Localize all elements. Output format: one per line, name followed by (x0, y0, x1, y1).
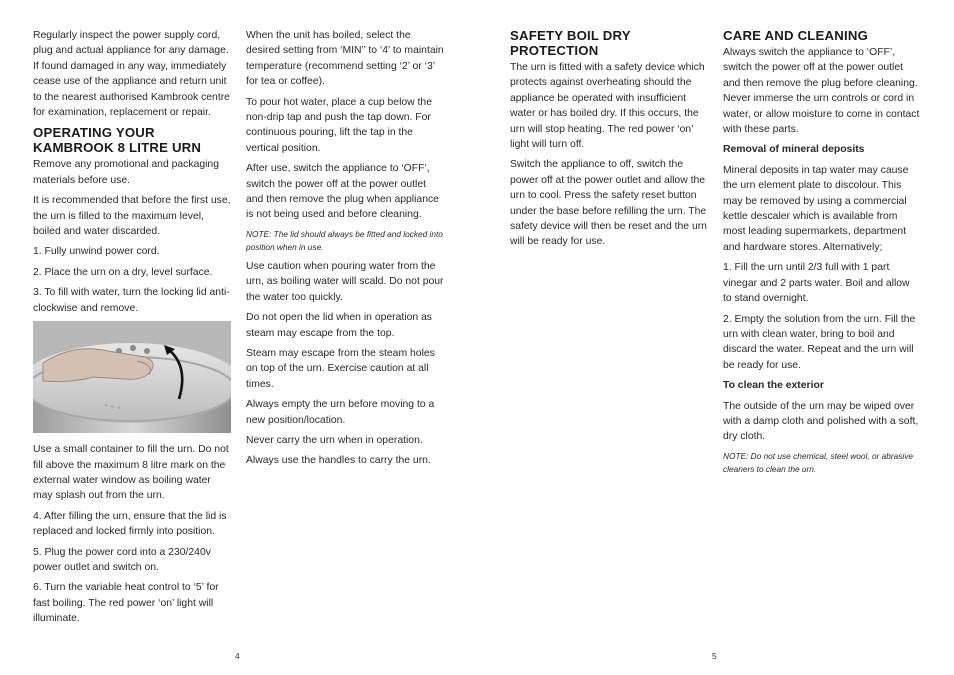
caution-pour-text: Use caution when pouring water from the urn, as boiling water will scald. Do not pour the water too quickly. (246, 260, 444, 303)
intro-paragraph: Regularly inspect the power supply cord, plug and actual appliance for any damage. If found damaged in any way, immediately cease use of the appliance and return unit to the nearest authorised Kambrook centre for examination, replacement or repair. (33, 30, 230, 119)
svg-text:⚬ ⚬ ⚬: ⚬ ⚬ ⚬ (102, 403, 122, 413)
left-page-column-2 (246, 28, 444, 474)
hand-turning-urn-lid-photo (33, 321, 231, 433)
safety-paragraph-2: Switch the appliance to off, switch the power off at the power outlet and allow the urn to cool. Press the safety reset button under the base before refilling the urn. The safety device will then be reset and the urn will be ready for use. (510, 159, 707, 248)
care-heading: CARE AND CLEANING (723, 28, 869, 43)
operating-heading: OPERATING YOUR KAMBROOK 8 LITRE URN (33, 125, 202, 156)
never-carry-text: Never carry the urn when in operation. (246, 434, 423, 446)
safety-paragraph-1: The urn is fitted with a safety device which protects against overheating should the appliance be operated with insufficient water or has boiled dry. If this occurs, the urn will stop heating. The red power ‘on’ light will turn off. (510, 62, 705, 151)
fill-note-text: Use a small container to fill the urn. Do not fill above the maximum 8 litre mark on the external water window as boiling water may splash out from the urn. (33, 444, 229, 502)
exterior-heading: To clean the exterior (723, 380, 824, 392)
lid-note: NOTE: The lid should always be fitted and locked into position when in use. (246, 228, 443, 252)
safety-heading: SAFETY BOIL DRY PROTECTION (510, 28, 631, 58)
mineral-deposits-paragraph: Mineral deposits in tap water may cause the urn element plate to discolour. This may be removed by using a commercial kettle descaler which is available from most leading supermarkets, department and hardware stores. Alternatively; (723, 164, 909, 253)
step-4-text: 4. After filling the urn, ensure that the lid is replaced and locked firmly into position. (33, 510, 227, 538)
step-1-text: 1. Fully unwind power cord. (33, 246, 160, 258)
step-6-text: 6. Turn the variable heat control to ‘5’ for fast boiling. The red power ‘on’ light will illuminate. (33, 582, 219, 625)
step-3-text: 3. To fill with water, turn the locking lid anti-clockwise and remove. (33, 287, 230, 314)
exterior-paragraph: The outside of the urn may be wiped over with a damp cloth and polished with a soft, dry cloth. (723, 400, 919, 443)
mineral-deposits-heading: Removal of mineral deposits (723, 144, 865, 156)
right-page-column-2 (723, 28, 921, 481)
handles-text: Always use the handles to carry the urn. (246, 455, 431, 467)
remove-packaging-text: Remove any promotional and packaging materials before use. (33, 159, 219, 186)
left-page-column-1 (33, 28, 231, 632)
step-2-text: 2. Place the urn on a dry, level surface. (33, 266, 213, 278)
steam-text: Steam may escape from the steam holes on top of the urn. Exercise caution at all times. (246, 347, 435, 390)
mineral-step-2-text: 2. Empty the solution from the urn. Fill the urn with clean water, bring to boil and discard the water. Repeat and the urn will be ready for use. (723, 313, 916, 371)
boiled-setting-text: When the unit has boiled, select the desired setting from ‘MIN’’ to ‘4’ to maintain temperature (recommend setting ‘2’ or ‘3’ for tea or coffee). (246, 30, 444, 88)
step-5-text: 5. Plug the power cord into a 230/240v power outlet and switch on. (33, 546, 211, 573)
pour-text: To pour hot water, place a cup below the non-drip tap and push the tap down. For continuous pouring, lift the tap in the vertical position. (246, 96, 432, 154)
first-use-text: It is recommended that before the first use, the urn is filled to the maximum level, boiled and water discarded. (33, 195, 231, 238)
exterior-note: NOTE: Do not use chemical, steel wool, or abrasive cleaners to clean the urn. (723, 450, 913, 474)
page-number-right: 5 (712, 651, 717, 661)
right-page-column-1 (510, 28, 708, 255)
page-number-left: 4 (235, 651, 240, 661)
dont-open-text: Do not open the lid when in operation as steam may escape from the top. (246, 312, 433, 339)
mineral-step-1-text: 1. Fill the urn until 2/3 full with 1 part vinegar and 2 parts water. Boil and allow to stand overnight. (723, 262, 910, 305)
after-use-text: After use, switch the appliance to ‘OFF’, switch the power off at the power outlet and then remove the plug when appliance is not being used and before cleaning. (246, 163, 439, 221)
empty-before-moving-text: Always empty the urn before moving to a new position/location. (246, 399, 435, 426)
care-paragraph: Always switch the appliance to ‘OFF’, switch the power off at the power outlet and then remove the plug before cleaning. Never immerse the urn controls or cord in water, or allow moisture to come in contact with these parts. (723, 47, 920, 136)
